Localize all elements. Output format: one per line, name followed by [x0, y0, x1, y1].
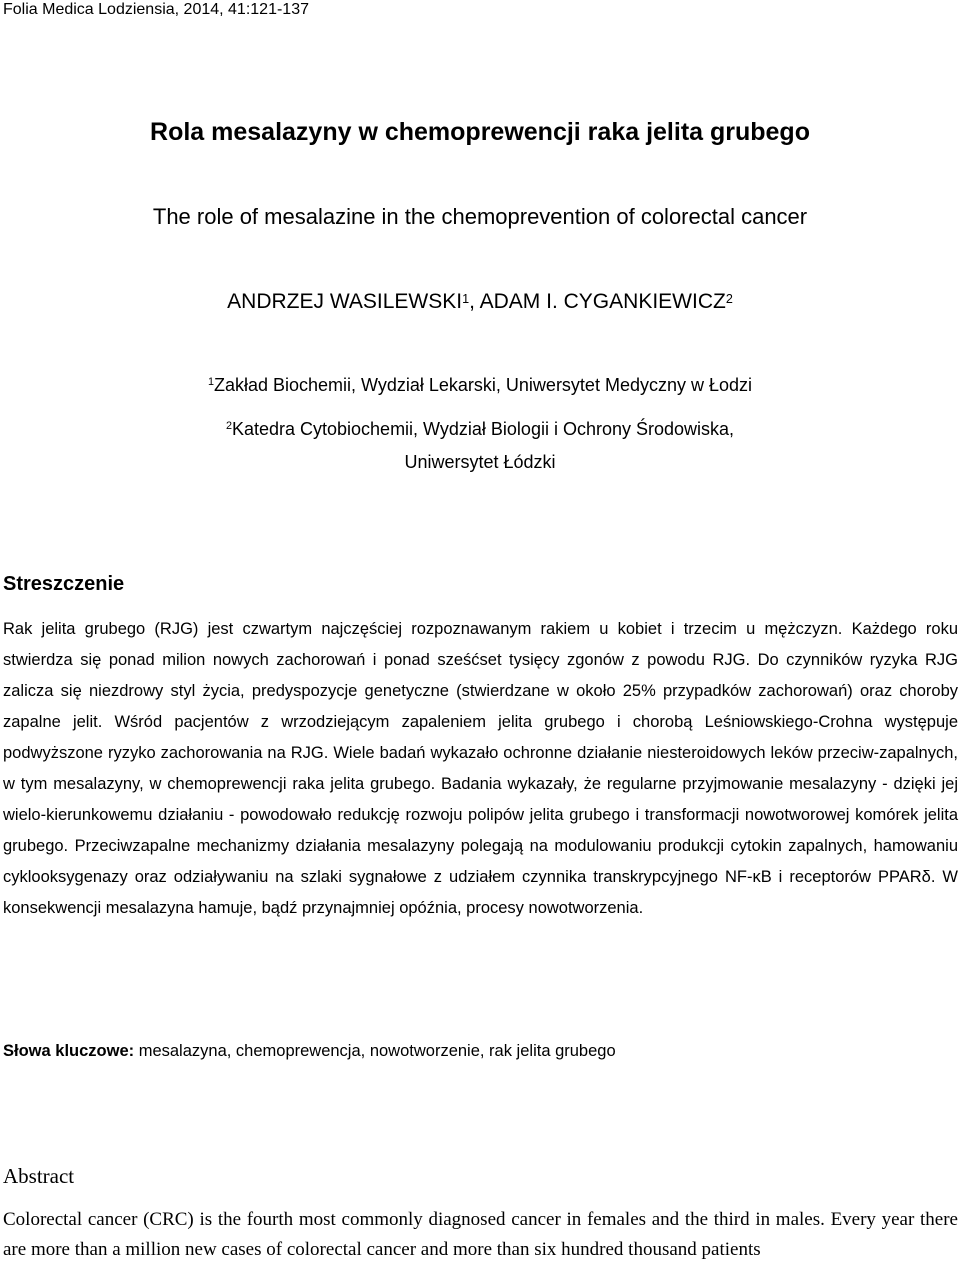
author-name: ANDRZEJ WASILEWSKI	[227, 290, 463, 313]
affiliation-text: Zakład Biochemii, Wydział Lekarski, Uniwersytet Medyczny w Łodzi	[213, 375, 753, 395]
author-separator: ,	[469, 290, 480, 313]
affiliation-text: Katedra Cytobiochemii, Wydział Biologii i Ochrony Środowiska,	[231, 419, 735, 439]
author-list	[0, 288, 960, 316]
title-english: The role of mesalazine in the chemoprevention of colorectal cancer	[152, 204, 808, 229]
abstract-polish-body: Rak jelita grubego (RJG) jest czwartym najczęściej rozpoznawanym rakiem u kobiet i trzecim u mężczyzn. Każdego roku stwierdza się ponad milion nowych zachorowań i ponad sześćset tysięcy zgonów z powodu RJG. Do czynników ryzyka RJG zalicza się niezdrowy styl życia, predyspozycje genetyczne (stwierdzane w około 25% przypadków zachorowań) oraz choroby zapalne jelit. Wśród pacjentów z wrzodziejącym zapaleniem jelita grubego i chorobą Leśniowskiego-Crohna występuje podwyższone ryzyko zachorowania na RJG. Wiele badań wykazało ochronne działanie niesteroidowych leków przeciw-zapalnych, w tym mesalazyny, w chemoprewencji raka jelita grubego. Badania wykazały, że regularne przyjmowanie mesalazyny - dzięki jej wielo-kierunkowemu działaniu - powodowało redukcję rozwoju polipów jelita grubego i transformacji nowotworowej komórek jelita grubego. Przeciwzapalne mechanizmy działania mesalazyny polegają na modulowaniu produkcji cytokin zapalnych, hamowaniu cyklooksygenazy oraz odziaływaniu na szlaki sygnałowe z udziałem czynnika transkrypcyjnego NF-κB i receptorów PPARδ. W konsekwencji mesalazyna hamuje, bądź przynajmniej opóźnia, procesy nowotworzenia.	[3, 620, 958, 917]
abstract-english-body: Colorectal cancer (CRC) is the fourth most commonly diagnosed cancer in females and the third in males. Every year there are more than a million new cases of colorectal cancer and more than six hundred thousand patients	[3, 1209, 958, 1260]
affiliation-marker: 2	[225, 420, 232, 432]
affiliation-2-line-2: Uniwersytet Łódzki	[404, 452, 556, 472]
abstract-polish-heading: Streszczenie	[3, 573, 125, 595]
journal-reference: Folia Medica Lodziensia, 2014, 41:121-137	[3, 1, 309, 18]
affiliation-marker: 1	[462, 292, 470, 306]
keywords-values: mesalazyna, chemoprewencja, nowotworzenie, rak jelita grubego	[134, 1042, 616, 1060]
author-name: ADAM I. CYGANKIEWICZ	[479, 290, 726, 313]
affiliation-marker: 1	[207, 376, 214, 388]
affiliation-1	[0, 373, 960, 397]
keywords-label: Słowa kluczowe:	[3, 1042, 135, 1060]
keywords	[3, 1039, 616, 1063]
abstract-english-heading: Abstract	[3, 1164, 75, 1188]
affiliation-2	[0, 417, 960, 441]
title-polish: Rola mesalazyny w chemoprewencji raka jelita grubego	[150, 118, 810, 146]
affiliation-marker: 2	[725, 292, 733, 306]
